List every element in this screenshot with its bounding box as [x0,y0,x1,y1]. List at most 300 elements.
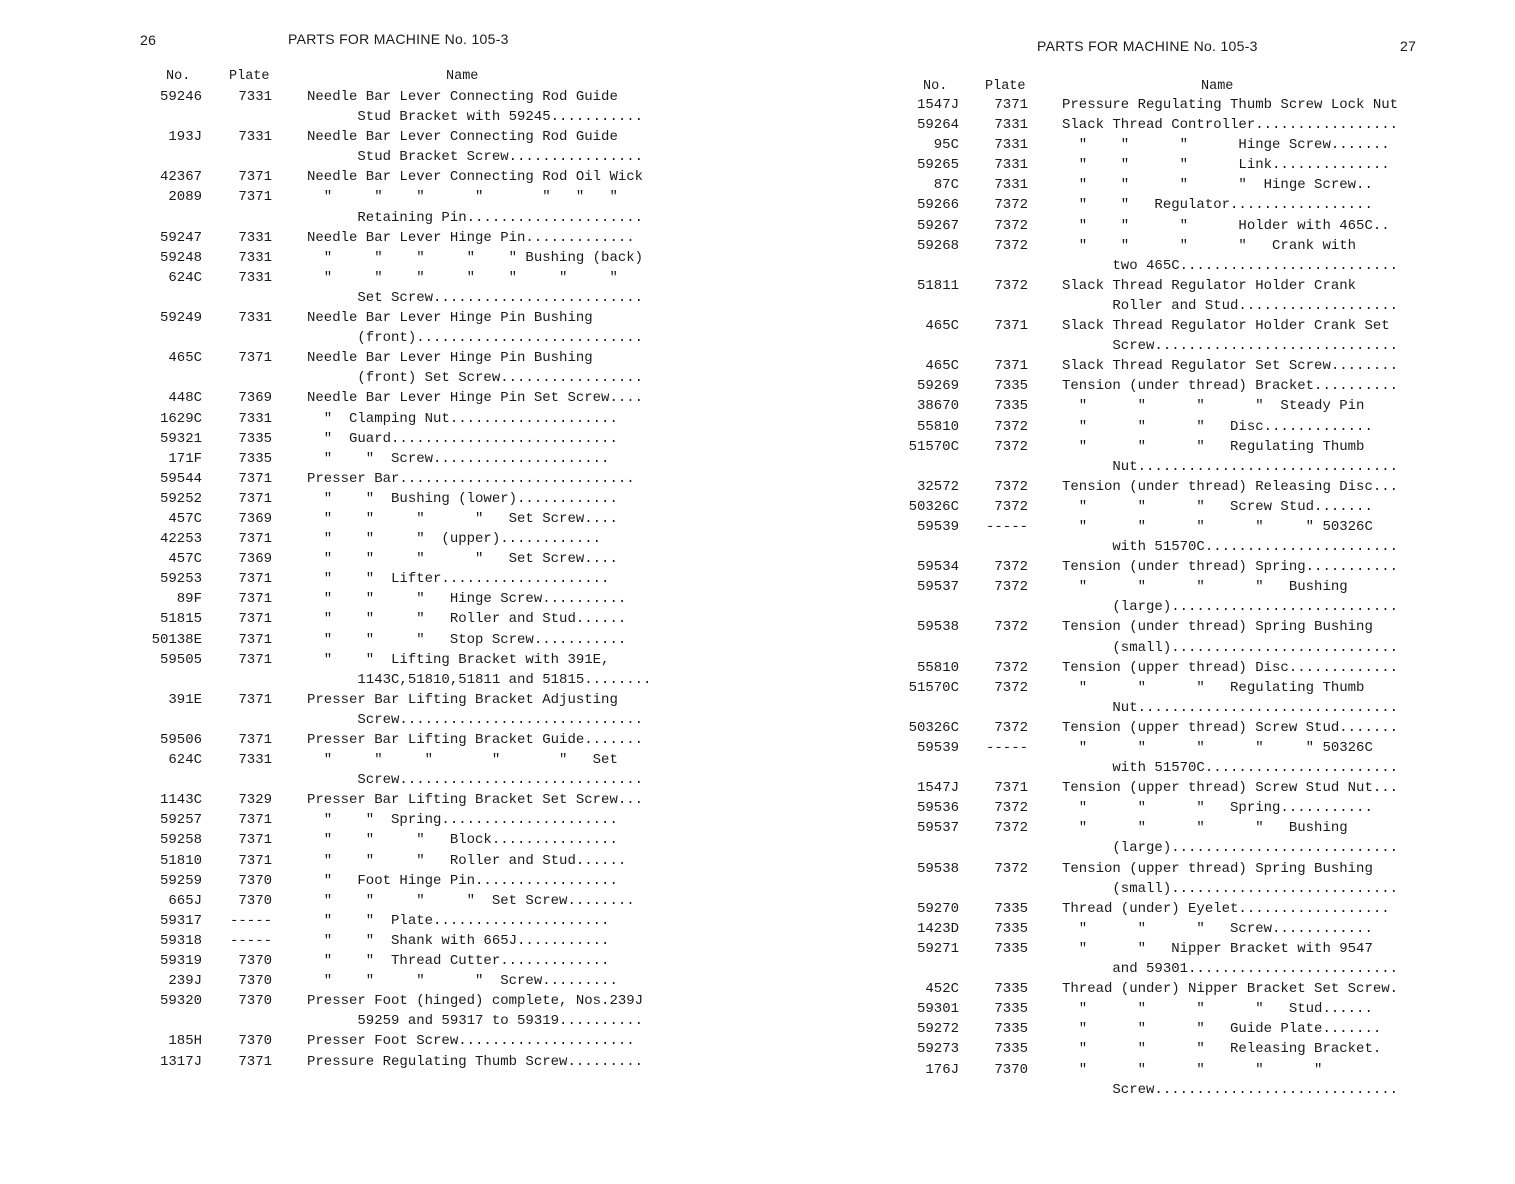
table-row [757,698,1515,718]
part-name: Nut............................... [1062,458,1399,475]
table-row [757,497,1515,517]
table-row [0,288,757,308]
part-number: 59538 [916,619,959,636]
plate-number: 7372 [994,197,1028,214]
part-name: " " Nipper Bracket with 9547 [1062,940,1373,957]
part-name: Screw............................. [1062,338,1399,355]
plate-number: 7372 [994,820,1028,837]
part-name: " " " " Stud...... [1062,1001,1373,1018]
part-name: (large)........................... [1062,599,1399,616]
plate-number: ----- [229,912,272,929]
table-row [0,630,757,650]
table-row [757,135,1515,155]
plate-number: 7370 [994,1061,1028,1078]
plate-number: 7371 [994,318,1028,335]
plate-number: 7335 [994,1001,1028,1018]
part-name: " " " Regulating Thumb [1062,438,1365,455]
plate-number: 7370 [238,953,272,970]
table-row [0,368,757,388]
table-row [757,296,1515,316]
plate-number: 7370 [238,892,272,909]
plate-number: 7372 [994,719,1028,736]
table-row [757,236,1515,256]
part-name: " " " Hinge Screw.......... [307,591,627,608]
part-number: 59246 [159,89,202,105]
plate-number: 7371 [238,812,272,829]
part-name: " " " (upper)............ [307,531,602,548]
table-row [0,268,757,288]
table-row [757,718,1515,738]
plate-number: 7371 [238,651,272,668]
part-name: " " " " Crank with [1062,237,1357,254]
part-name: " " Shank with 665J........... [307,932,610,949]
plate-number: 7371 [238,531,272,548]
page-title: PARTS FOR MACHINE No. 105-3 [288,31,509,47]
part-name: 59259 and 59317 to 59319.......... [307,1013,644,1030]
part-number: 624C [168,269,202,286]
part-number: 59271 [916,940,959,957]
part-name: " " " " " " " [307,189,618,206]
part-number: 465C [925,318,959,335]
part-number: 59257 [159,812,202,829]
part-name: Roller and Stud................... [1062,297,1399,314]
part-number: 1423D [916,920,959,937]
part-number: 59266 [916,197,959,214]
header-no: No. [166,69,191,84]
part-name: " " " " Set Screw........ [307,892,635,909]
table-row [0,790,757,810]
table-row [757,999,1515,1019]
plate-number: 7371 [238,631,272,648]
plate-number: 7331 [238,249,272,266]
plate-number: 7335 [994,940,1028,957]
plate-number: 7370 [238,993,272,1010]
part-number: 51811 [916,277,959,294]
part-number: 38670 [916,398,959,415]
part-name: " " " " " 50326C [1062,518,1373,535]
plate-number: 7371 [238,832,272,849]
part-name: " Clamping Nut.................... [307,410,618,427]
table-row [757,216,1515,236]
part-number: 448C [168,390,202,407]
part-number: 59247 [159,229,202,246]
part-name: Screw............................. [307,772,644,789]
part-name: " " " " Hinge Screw.. [1062,177,1373,194]
plate-number: 7329 [238,792,272,809]
part-number: 59319 [159,953,202,970]
part-number: 42367 [159,169,202,186]
part-number: 50326C [908,498,959,515]
header-name: Name [446,69,479,84]
plate-number: 7371 [238,591,272,608]
part-name: Presser Bar Lifting Bracket Adjusting [307,691,618,708]
part-number: 59317 [159,912,202,929]
part-number: 59536 [916,800,959,817]
table-row [757,738,1515,758]
part-number: 193J [168,129,202,146]
part-name: " " Plate..................... [307,912,610,929]
table-row [757,1060,1515,1080]
plate-number: 7335 [238,450,272,467]
plate-number: 7331 [994,157,1028,174]
table-row [0,871,757,891]
table-row [757,678,1515,698]
table-row [757,477,1515,497]
plate-number: ----- [985,518,1028,535]
table-row [757,276,1515,296]
part-name: " " " Link.............. [1062,157,1390,174]
part-number: 59252 [159,490,202,507]
part-number: 59265 [916,157,959,174]
header-name: Name [1201,79,1234,94]
parts-list [0,87,757,1072]
plate-number: 7335 [994,1041,1028,1058]
part-name: " " " Screw............ [1062,920,1373,937]
part-number: 59506 [159,732,202,748]
part-number: 51810 [159,852,202,869]
table-row [757,838,1515,858]
table-row [757,638,1515,658]
table-row [757,658,1515,678]
part-name: Tension (upper thread) Screw Stud Nut... [1062,780,1399,797]
plate-number: 7371 [994,97,1028,113]
part-name: " " " " Set Screw.... [307,510,618,527]
table-row [0,449,757,469]
part-number: 1317J [159,1053,202,1070]
part-name: Tension (upper thread) Screw Stud....... [1062,719,1399,736]
part-name: " " " Roller and Stud...... [307,852,627,869]
part-name: " " Regulator................. [1062,197,1373,214]
table-row [0,750,757,770]
plate-number: 7335 [994,920,1028,937]
part-number: 239J [168,973,202,990]
part-name: " " " " " [1062,1061,1323,1078]
part-number: 176J [925,1061,959,1078]
part-name: " " " Regulating Thumb [1062,679,1365,696]
part-number: 51570C [908,438,959,455]
part-name: " " " Roller and Stud...... [307,611,627,628]
part-number: 59537 [916,579,959,596]
table-row [757,537,1515,557]
part-number: 1143C [159,792,202,809]
part-number: 59301 [916,1001,959,1018]
plate-number: 7331 [238,129,272,146]
part-name: Tension (under thread) Releasing Disc... [1062,478,1399,495]
part-number: 89F [176,591,202,608]
part-number: 1629C [159,410,202,427]
plate-number: 7372 [994,438,1028,455]
plate-number: 7371 [238,571,272,588]
plate-number: 7331 [238,310,272,327]
part-number: 59505 [159,651,202,668]
table-row [757,818,1515,838]
table-row [0,328,757,348]
part-number: 465C [925,358,959,375]
table-row [0,690,757,710]
table-row [0,248,757,268]
part-name: Tension (under thread) Bracket.......... [1062,378,1399,395]
part-name: Presser Bar Lifting Bracket Set Screw... [307,792,644,809]
part-number: 59318 [159,932,202,949]
part-name: Presser Foot (hinged) complete, Nos.239J [307,993,644,1010]
page-title: PARTS FOR MACHINE No. 105-3 [1037,38,1258,54]
part-number: 1547J [916,97,959,113]
plate-number: 7331 [994,177,1028,194]
table-row [0,107,757,127]
part-name: Tension (upper thread) Spring Bushing [1062,860,1373,877]
plate-number: 7372 [994,217,1028,234]
part-name: two 465C.......................... [1062,257,1399,274]
table-row [757,959,1515,979]
part-name: " " " Spring........... [1062,800,1373,817]
table-row [0,670,757,690]
table-row [757,859,1515,879]
part-name: and 59301......................... [1062,961,1399,978]
table-row [757,577,1515,597]
table-row [757,597,1515,617]
part-name: " " " Holder with 465C.. [1062,217,1390,234]
part-name: Retaining Pin..................... [307,209,644,226]
part-number: 59320 [159,993,202,1010]
part-number: 55810 [916,418,959,435]
part-number: 50326C [908,719,959,736]
part-number: 59264 [916,117,959,134]
plate-number: 7372 [994,579,1028,596]
plate-number: 7335 [994,398,1028,415]
table-row [0,409,757,429]
part-number: 452C [925,981,959,998]
table-row [0,489,757,509]
table-row [0,529,757,549]
part-name: " " " " " " " [307,269,618,286]
part-name: " " " " Steady Pin [1062,398,1365,415]
table-row [757,979,1515,999]
plate-number: 7372 [994,659,1028,676]
table-row [0,549,757,569]
plate-number: 7372 [994,418,1028,435]
part-name: " " Screw..................... [307,450,610,467]
plate-number: 7372 [994,800,1028,817]
plate-number: 7371 [238,1053,272,1070]
table-row [0,891,757,911]
table-row [0,187,757,207]
plate-number: 7331 [238,410,272,427]
plate-number: 7372 [994,277,1028,294]
table-row [0,208,757,228]
part-name: " " " " " 50326C [1062,740,1373,756]
part-number: 42253 [159,531,202,548]
table-row [0,810,757,830]
plate-number: 7370 [238,872,272,889]
table-row [0,147,757,167]
table-row [757,316,1515,336]
part-name: " " " Disc............. [1062,418,1373,435]
part-number: 50138E [151,631,202,648]
page-number: 26 [140,32,157,48]
part-number: 55810 [916,659,959,676]
part-name: Pressure Regulating Thumb Screw......... [307,1053,644,1070]
part-name: Needle Bar Lever Hinge Pin Bushing [307,310,593,327]
plate-number: 7331 [994,117,1028,134]
part-number: 457C [168,510,202,527]
plate-number: 7369 [238,551,272,568]
part-name: (small)........................... [1062,639,1399,656]
table-row [0,569,757,589]
header-plate: Plate [985,79,1026,94]
table-row [757,175,1515,195]
part-name: " " " " Bushing [1062,579,1348,596]
table-row [757,1039,1515,1059]
part-name: Presser Bar Lifting Bracket Guide....... [307,732,644,748]
plate-number: 7331 [994,137,1028,154]
header-no: No. [923,79,948,94]
part-name: (large)........................... [1062,840,1399,857]
table-row [757,457,1515,477]
table-row [757,879,1515,899]
table-row [0,770,757,790]
part-name: Needle Bar Lever Connecting Rod Oil Wick [307,169,644,186]
table-row [757,939,1515,959]
part-number: 59538 [916,860,959,877]
header-plate: Plate [229,69,270,84]
table-row [0,951,757,971]
table-row [0,830,757,850]
part-number: 59321 [159,430,202,447]
plate-number: 7371 [238,490,272,507]
part-number: 32572 [916,478,959,495]
plate-number: 7372 [994,498,1028,515]
plate-number: 7331 [238,752,272,769]
part-name: Set Screw......................... [307,289,644,306]
part-name: Needle Bar Lever Connecting Rod Guide [307,89,618,105]
table-row [757,115,1515,135]
table-row [0,991,757,1011]
table-row [757,798,1515,818]
plate-number: 7369 [238,390,272,407]
plate-number: 7369 [238,510,272,527]
part-number: 59268 [916,237,959,254]
plate-number: 7335 [994,900,1028,917]
part-name: " " " Block............... [307,832,618,849]
part-number: 624C [168,752,202,769]
part-name: Tension (under thread) Spring Bushing [1062,619,1373,636]
plate-number: ----- [229,932,272,949]
table-row [0,127,757,147]
part-number: 457C [168,551,202,568]
plate-number: 7371 [238,169,272,186]
right-page [757,0,1515,1184]
part-name: Needle Bar Lever Connecting Rod Guide [307,129,618,146]
part-name: " Guard........................... [307,430,618,447]
table-row [0,509,757,529]
table-row [757,437,1515,457]
plate-number: 7371 [238,852,272,869]
table-row [757,778,1515,798]
plate-number: 7371 [238,350,272,367]
table-row [0,308,757,328]
table-row [757,517,1515,537]
part-name: " " " Stop Screw........... [307,631,627,648]
part-number: 1547J [916,780,959,797]
part-name: Stud Bracket Screw................ [307,149,644,166]
plate-number: 7372 [994,619,1028,636]
part-name: " " Lifting Bracket with 391E, [307,651,610,668]
table-row [0,710,757,730]
part-number: 185H [168,1033,202,1050]
table-row [0,1031,757,1051]
part-number: 59253 [159,571,202,588]
part-number: 2089 [168,189,202,206]
table-row [0,650,757,670]
part-number: 665J [168,892,202,909]
part-name: " " " " Bushing [1062,820,1348,837]
part-number: 59248 [159,249,202,266]
part-number: 59269 [916,378,959,395]
part-name: with 51570C....................... [1062,539,1399,556]
part-number: 95C [933,137,959,154]
part-name: Slack Thread Regulator Holder Crank [1062,277,1357,294]
plate-number: 7372 [994,860,1028,877]
part-number: 59258 [159,832,202,849]
part-name: Slack Thread Regulator Holder Crank Set [1062,318,1390,335]
part-name: (small)........................... [1062,880,1399,897]
part-name: " Foot Hinge Pin................. [307,872,618,889]
part-name: " " " " " Set [307,752,618,769]
table-row [0,388,757,408]
part-name: (front) Set Screw................. [307,370,644,387]
table-row [757,95,1515,115]
plate-number: 7370 [238,973,272,990]
table-row [0,87,757,107]
table-row [757,376,1515,396]
plate-number: 7335 [238,430,272,447]
plate-number: 7371 [238,470,272,487]
table-row [0,730,757,750]
plate-number: 7372 [994,478,1028,495]
plate-number: 7370 [238,1033,272,1050]
part-name: " " Bushing (lower)............ [307,490,618,507]
part-name: Thread (under) Nipper Bracket Set Screw. [1062,981,1399,998]
table-row [757,1080,1515,1100]
plate-number: 7372 [994,237,1028,254]
part-name: " " " Screw Stud....... [1062,498,1373,515]
plate-number: 7371 [994,358,1028,375]
part-name: Tension (under thread) Spring........... [1062,559,1399,576]
part-name: " " Thread Cutter............. [307,953,610,970]
part-name: Tension (upper thread) Disc............. [1062,659,1399,676]
part-name: Pressure Regulating Thumb Screw Lock Nut [1062,97,1399,113]
part-name: " " " " " Bushing (back) [307,249,644,266]
table-row [0,167,757,187]
part-name: Nut............................... [1062,699,1399,716]
plate-number: 7335 [994,1021,1028,1038]
plate-number: 7335 [994,378,1028,395]
table-row [757,417,1515,437]
table-row [0,429,757,449]
table-row [757,396,1515,416]
table-row [757,195,1515,215]
plate-number: 7371 [238,611,272,628]
plate-number: 7335 [994,981,1028,998]
table-row [0,469,757,489]
part-name: with 51570C....................... [1062,760,1399,777]
part-name: " " " Guide Plate....... [1062,1021,1382,1038]
table-row [757,557,1515,577]
part-number: 59539 [916,740,959,756]
part-name: 1143C,51810,51811 and 51815........ [307,671,652,688]
plate-number: 7371 [238,732,272,748]
table-row [0,1011,757,1031]
